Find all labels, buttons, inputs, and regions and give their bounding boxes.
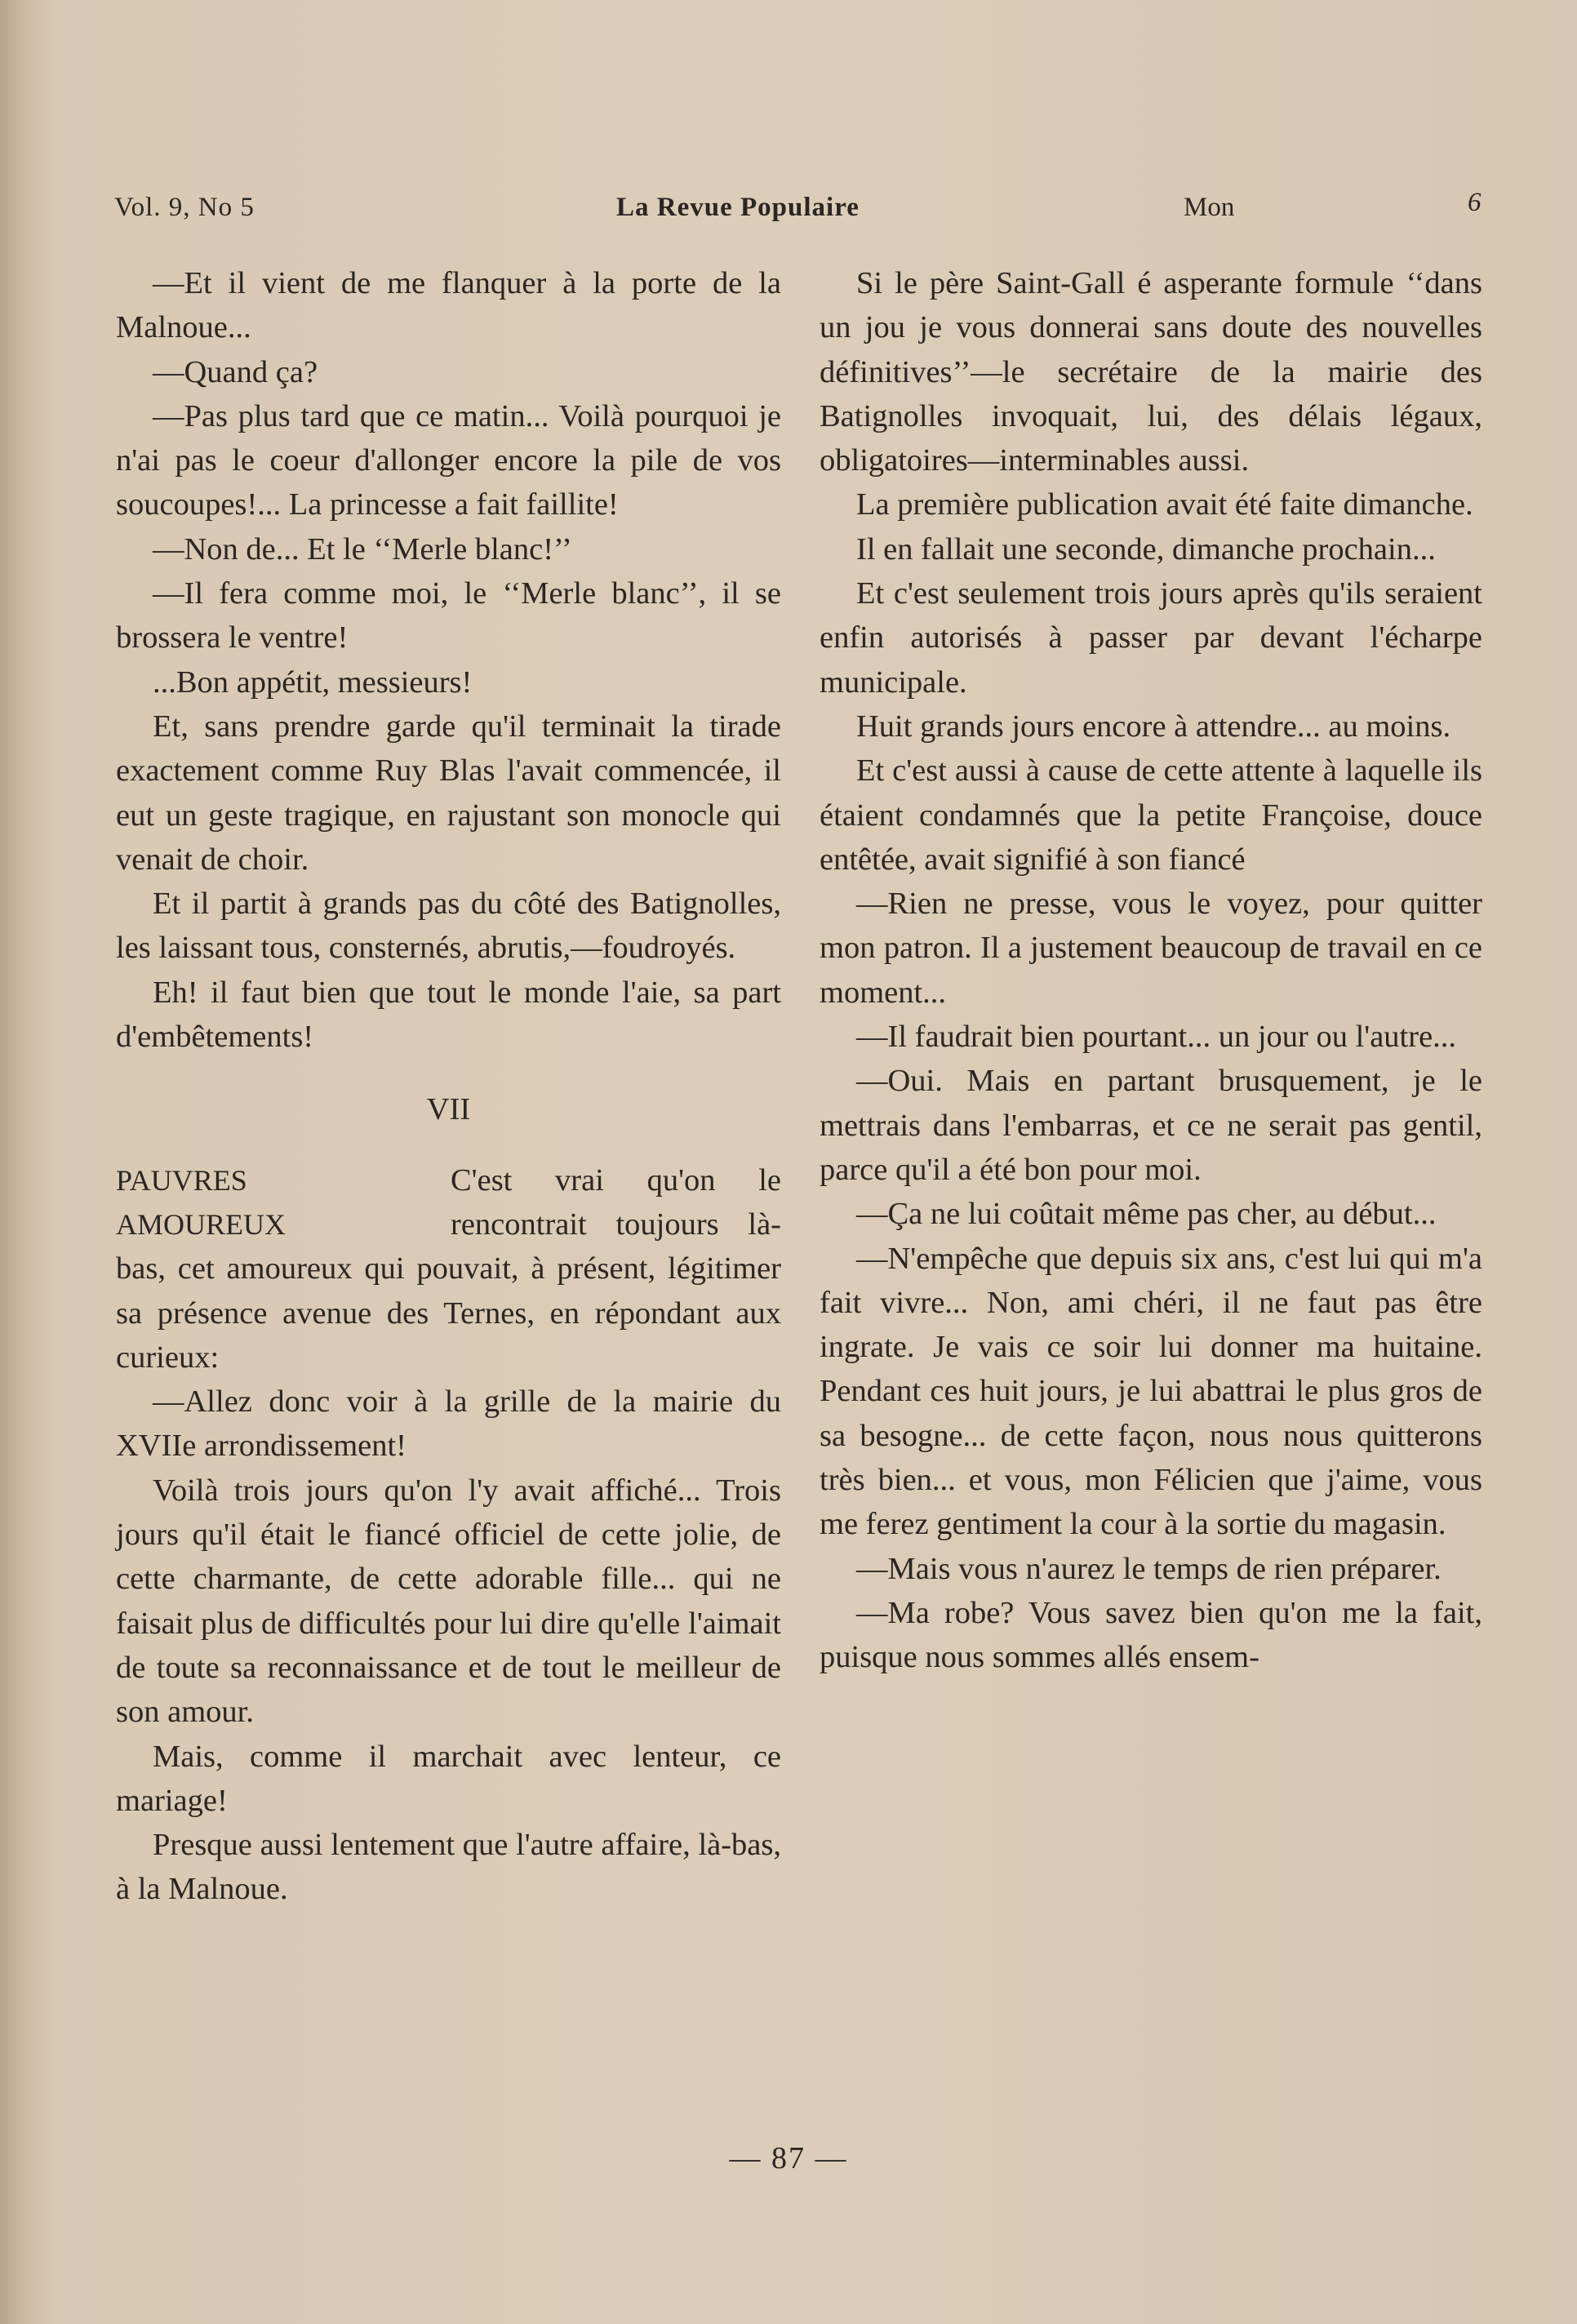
paragraph: Et il partit à grands pas du côté des Batignolles, les laissant tous, consternés, abrutis,—foudroyés. — [116, 886, 781, 966]
right-column — [820, 261, 1482, 1680]
left-column — [116, 261, 781, 1912]
journal-title: La Revue Populaire — [616, 193, 860, 222]
month-label: Mon — [1184, 193, 1235, 222]
paragraph: —Il faudrait bien pourtant... un jour ou l'autre... — [856, 1020, 1457, 1055]
paragraph: —Non de... Et le ‘‘Merle blanc!’’ — [153, 531, 572, 567]
paragraph: C'est vrai qu'on le rencontrait toujours là-bas, cet amoureux qui pouvait, à présent, légitimer sa présence avenue des Ternes, en répondant aux curieux: — [116, 1162, 781, 1375]
paragraph: —Quand ça? — [153, 354, 318, 389]
paragraph: —Ça ne lui coûtait même pas cher, au début... — [856, 1197, 1437, 1232]
paragraph: —Ma robe? Vous savez bien qu'on me la fait, puisque nous sommes allés ensem- — [820, 1595, 1482, 1675]
paragraph: —Allez donc voir à la grille de la mairie du XVIIe arrondissement! — [116, 1384, 781, 1464]
paragraph: Mais, comme il marchait avec lenteur, ce mariage! — [116, 1739, 781, 1818]
paragraph: —Mais vous n'aurez le temps de rien préparer. — [856, 1551, 1442, 1586]
paragraph: Eh! il faut bien que tout le monde l'aie, sa part d'embêtements! — [116, 975, 781, 1055]
paragraph: Huit grands jours encore à attendre... au moins. — [856, 709, 1451, 744]
running-header — [114, 188, 1486, 233]
side-heading-line: PAUVRES — [116, 1163, 247, 1197]
paragraph: Il en fallait une seconde, dimanche prochain... — [856, 531, 1436, 567]
side-heading — [116, 1158, 451, 1247]
volume-label: Vol. 9, No 5 — [114, 193, 255, 222]
section-number: VII — [426, 1092, 471, 1127]
paragraph: Voilà trois jours qu'on l'y avait affiché... Trois jours qu'il était le fiancé officiel de cette jolie, de cette charmante, de cette adorable fille... qui ne faisait plus de difficultés pour lui dire qu'elle l'aimait de toute sa reconnaissance et de tout le meilleur de son amour. — [116, 1473, 781, 1730]
paragraph: Presque aussi lentement que l'autre affaire, là-bas, à la Malnoue. — [116, 1828, 781, 1907]
page-number: — 87 — — [729, 2141, 848, 2175]
paragraph: —Et il vient de me flanquer à la porte de la Malnoue... — [116, 266, 781, 345]
page-mark: 6 — [1468, 188, 1481, 217]
paragraph: —Oui. Mais en partant brusquement, je le mettrais dans l'embarras, et ce ne serait pas gentil, parce qu'il a été bon pour moi. — [820, 1064, 1482, 1187]
paragraph: La première publication avait été faite dimanche. — [856, 487, 1473, 522]
paragraph: —Il fera comme moi, le ‘‘Merle blanc’’, il se brossera le ventre! — [116, 576, 781, 655]
paragraph: Et, sans prendre garde qu'il terminait la tirade exactement comme Ruy Blas l'avait commencée, il eut un geste tragique, en rajustant son monocle qui venait de choir. — [116, 709, 781, 877]
section-start — [116, 1158, 781, 1380]
side-heading-line: AMOUREUX — [116, 1207, 287, 1241]
paragraph: ...Bon appétit, messieurs! — [153, 664, 473, 700]
paragraph: Si le père Saint-Gall é asperante formule ‘‘dans un jou je vous donnerai sans doute des nouvelles définitives’’—le secrétaire de la mairie des Batignolles invoquait, lui, des délais légaux, obligatoires—interminables aussi. — [820, 266, 1482, 478]
paragraph: Et c'est aussi à cause de cette attente à laquelle ils étaient condamnés que la petite Françoise, douce entêtée, avait signifié à son fiancé — [820, 753, 1482, 877]
paragraph: —Pas plus tard que ce matin... Voilà pourquoi je n'ai pas le coeur d'allonger encore la pile de vos soucoupes!... La princesse a fait faillite! — [116, 398, 781, 522]
paragraph: Et c'est seulement trois jours après qu'ils seraient enfin autorisés à passer par devant l'écharpe municipale. — [820, 576, 1482, 700]
paragraph: —Rien ne presse, vous le voyez, pour quitter mon patron. Il a justement beaucoup de travail en ce moment... — [820, 886, 1482, 1010]
paragraph: —N'empêche que depuis six ans, c'est lui qui m'a fait vivre... Non, ami chéri, il ne faut pas être ingrate. Je vais ce soir lui donner ma huitaine. Pendant ces huit jours, je lui abattrai le plus gros de sa besogne... de cette façon, nous nous quitterons très bien... et vous, mon Félicien que j'aime, vous me ferez gentiment la cour à la sortie du magasin. — [820, 1241, 1482, 1542]
